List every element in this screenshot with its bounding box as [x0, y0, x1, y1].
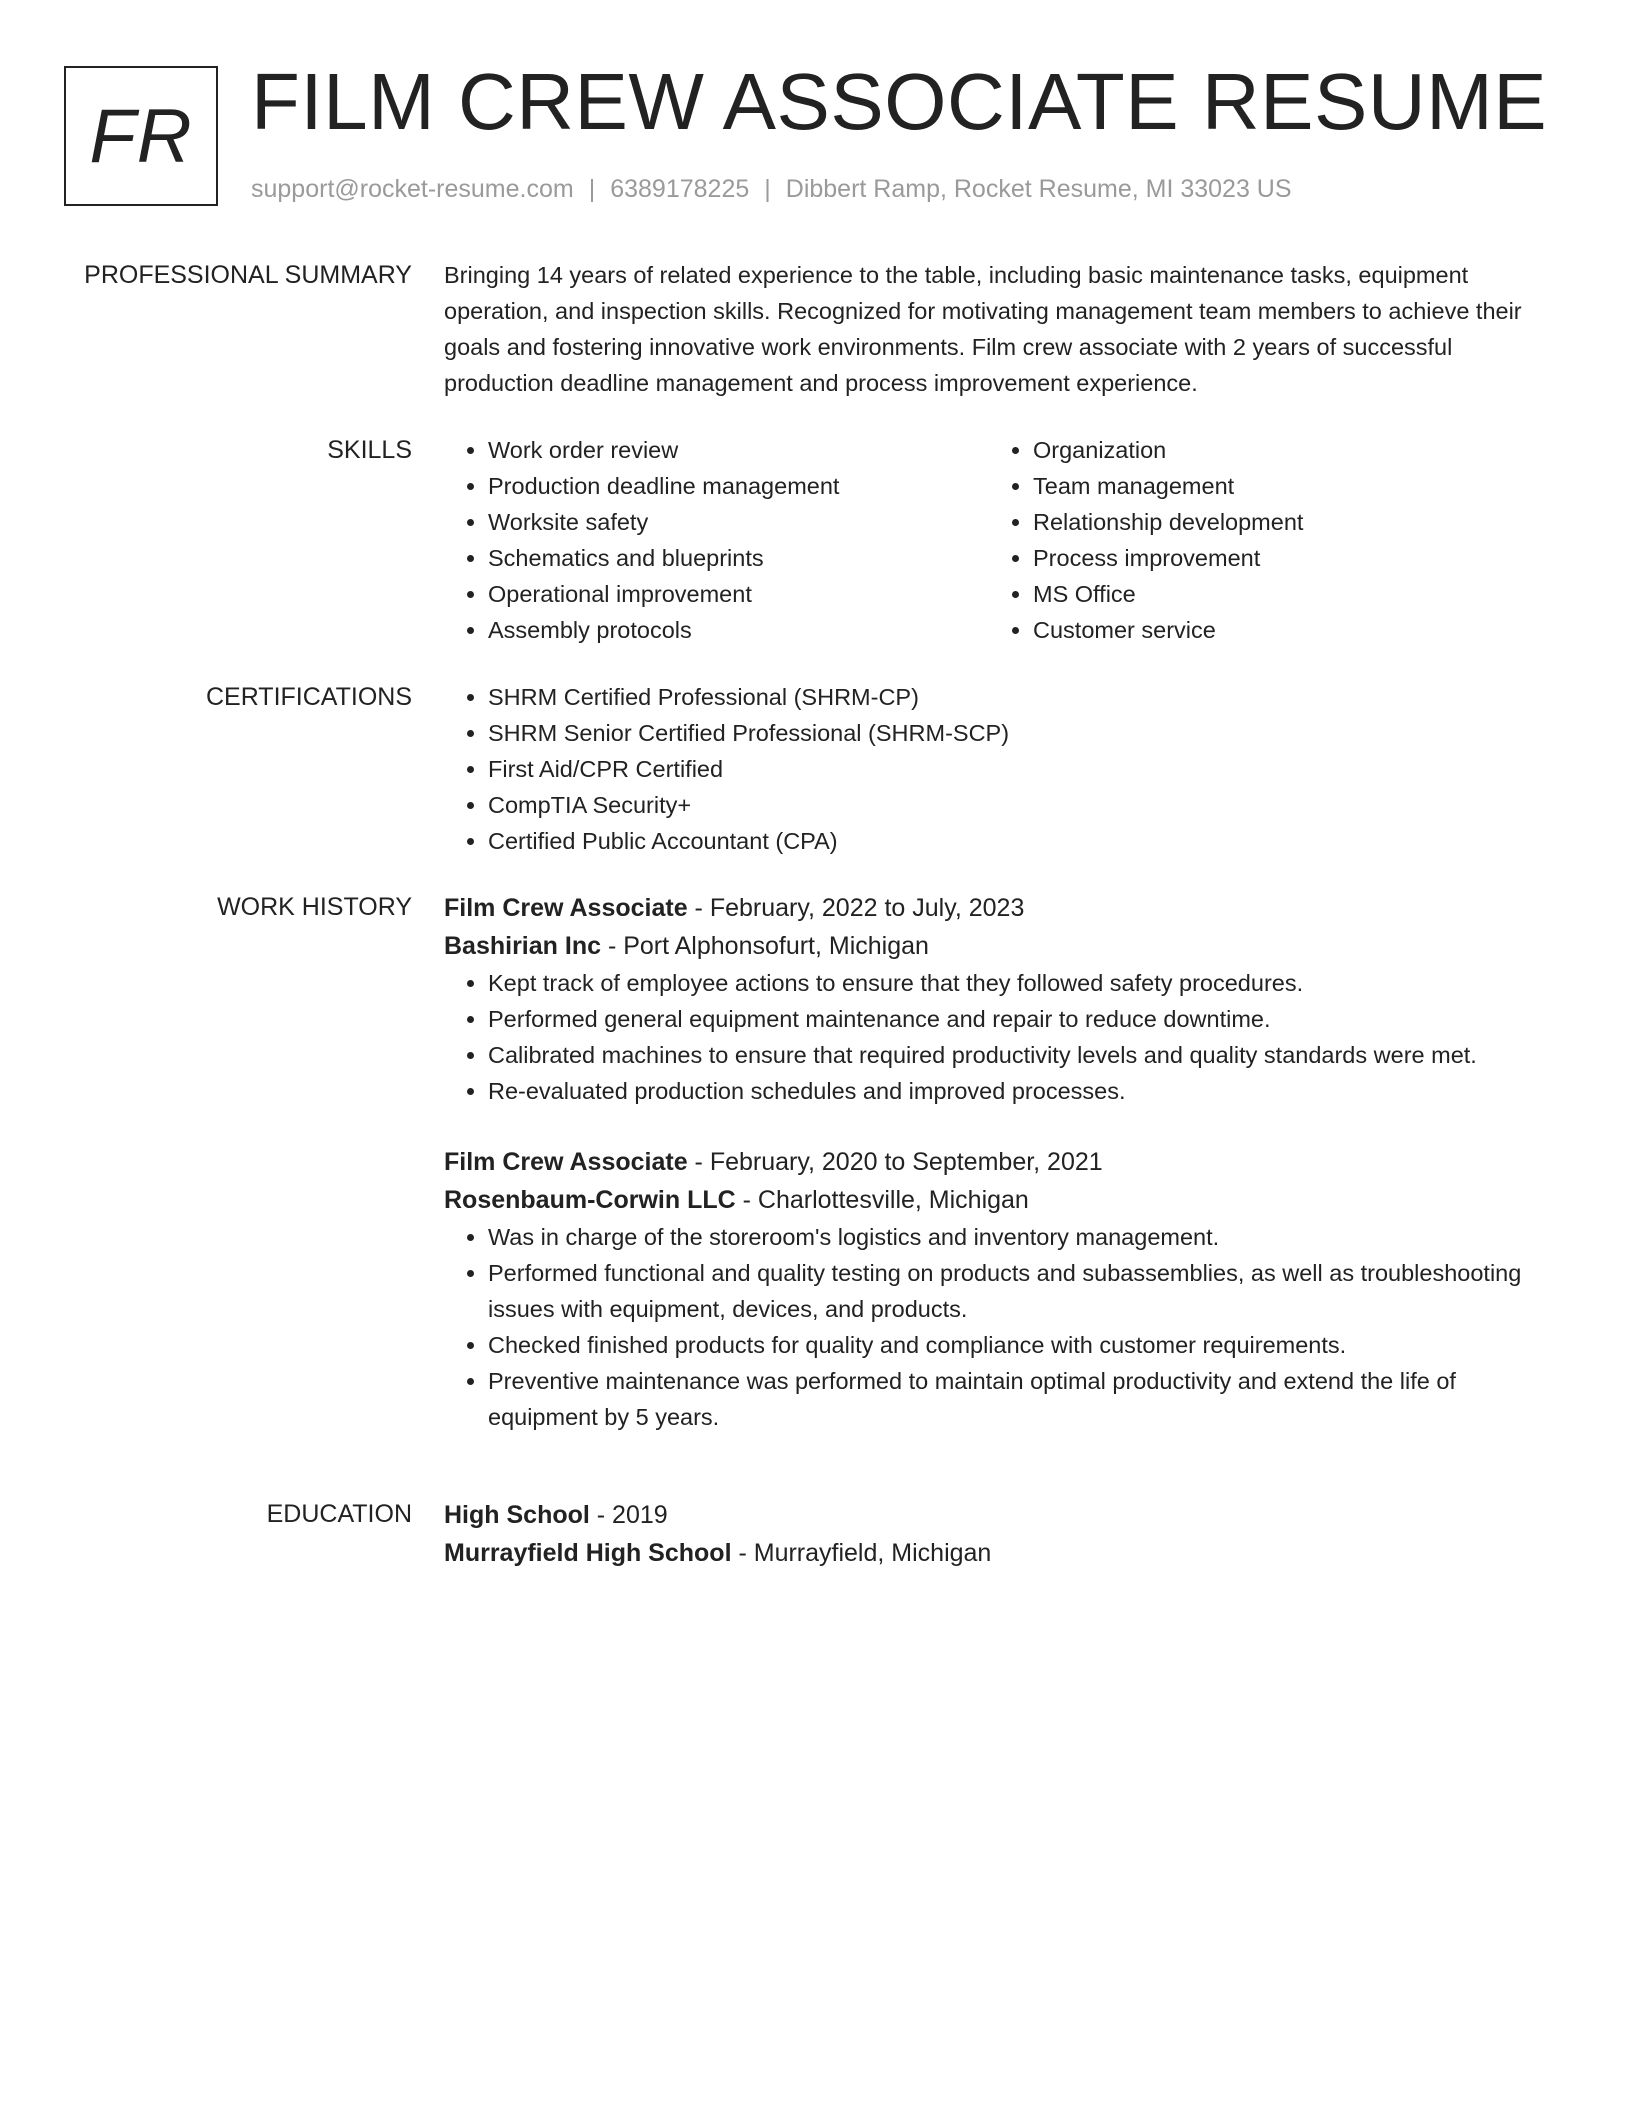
education-year: - 2019 — [589, 1501, 668, 1529]
certification-item: • Certified Public Accountant (CPA) — [488, 823, 1534, 859]
contact-separator: | — [588, 175, 596, 203]
job-location: - Charlottesville, Michigan — [735, 1186, 1029, 1214]
job-company-line — [444, 1181, 1534, 1219]
job-title: Film Crew Associate — [444, 1148, 688, 1176]
summary-body — [444, 257, 1534, 401]
skill-item: • Customer service — [1033, 612, 1534, 648]
contact-address: Dibbert Ramp, Rocket Resume, MI 33023 US — [785, 175, 1292, 203]
job-duty: • Kept track of employee actions to ensure that they followed safety procedures. — [488, 965, 1534, 1001]
job-dates: - February, 2020 to September, 2021 — [687, 1148, 1103, 1176]
job-company-line — [444, 927, 1534, 965]
job-duties-list — [444, 1219, 1534, 1435]
education-school: Murrayfield High School — [444, 1539, 732, 1567]
skill-item: • Process improvement — [1033, 540, 1534, 576]
job-duty: • Performed functional and quality testing on products and subassemblies, as well as troubleshooting issues with equipment, devices, and products. — [488, 1255, 1534, 1327]
certification-item: • CompTIA Security+ — [488, 787, 1534, 823]
job-duty: • Checked finished products for quality and compliance with customer requirements. — [488, 1327, 1534, 1363]
skills-body — [444, 432, 1534, 648]
job-company: Bashirian Inc — [444, 932, 601, 960]
certification-item: • SHRM Senior Certified Professional (SHRM-SCP) — [488, 715, 1534, 751]
contact-separator: | — [764, 175, 771, 203]
work-history-body — [444, 889, 1534, 1435]
contact-phone: 6389178225 — [610, 175, 750, 203]
skill-item: • Schematics and blueprints — [488, 540, 989, 576]
job-title-line — [444, 1143, 1534, 1181]
section-heading: EDUCATION — [266, 1500, 412, 1528]
section-heading: PROFESSIONAL SUMMARY — [84, 261, 412, 289]
section-heading: WORK HISTORY — [217, 893, 412, 921]
job-duty: • Re-evaluated production schedules and improved processes. — [488, 1073, 1534, 1109]
skill-item: • Operational improvement — [488, 576, 989, 612]
skill-item: • Team management — [1033, 468, 1534, 504]
section-heading: SKILLS — [327, 436, 412, 464]
contact-line — [251, 172, 1292, 206]
education-location: - Murrayfield, Michigan — [731, 1539, 992, 1567]
education-body — [444, 1496, 1534, 1572]
skills-list-right — [989, 432, 1534, 648]
job-entry — [444, 1143, 1534, 1435]
job-dates: - February, 2022 to July, 2023 — [687, 894, 1025, 922]
skill-item: • Organization — [1033, 432, 1534, 468]
job-title-line — [444, 889, 1534, 927]
skill-item: • Relationship development — [1033, 504, 1534, 540]
resume-title: FILM CREW ASSOCIATE RESUME — [251, 57, 1548, 146]
job-company: Rosenbaum-Corwin LLC — [444, 1186, 736, 1214]
job-entry — [444, 889, 1534, 1109]
certifications-list — [444, 679, 1534, 859]
job-title: Film Crew Associate — [444, 894, 688, 922]
certifications-body — [444, 679, 1534, 859]
skill-item: • Worksite safety — [488, 504, 989, 540]
summary-text: Bringing 14 years of related experience to the table, including basic maintenance tasks, equipment operation, and inspection skills. Recognized for motivating management team members to achieve their goals and fostering innovative work environments. Film crew associate with 2 years of successful production deadline management and process improvement experience. — [444, 262, 1522, 396]
skills-list-left — [444, 432, 989, 648]
education-school-line — [444, 1534, 1534, 1572]
skill-item: • Assembly protocols — [488, 612, 989, 648]
job-duty: • Preventive maintenance was performed to maintain optimal productivity and extend the life of equipment by 5 years. — [488, 1363, 1534, 1435]
education-degree: High School — [444, 1501, 590, 1529]
education-degree-line — [444, 1496, 1534, 1534]
skill-item: • MS Office — [1033, 576, 1534, 612]
section-heading: CERTIFICATIONS — [205, 683, 412, 711]
job-duties-list — [444, 965, 1534, 1109]
job-duty: • Performed general equipment maintenance and repair to reduce downtime. — [488, 1001, 1534, 1037]
skill-item: • Work order review — [488, 432, 989, 468]
job-location: - Port Alphonsofurt, Michigan — [601, 932, 929, 960]
job-duty: • Calibrated machines to ensure that required productivity levels and quality standards were met. — [488, 1037, 1534, 1073]
contact-email: support@rocket-resume.com — [251, 175, 574, 203]
monogram-badge: FR — [64, 66, 218, 206]
certification-item: • First Aid/CPR Certified — [488, 751, 1534, 787]
job-duty: • Was in charge of the storeroom's logistics and inventory management. — [488, 1219, 1534, 1255]
skill-item: • Production deadline management — [488, 468, 989, 504]
certification-item: • SHRM Certified Professional (SHRM-CP) — [488, 679, 1534, 715]
